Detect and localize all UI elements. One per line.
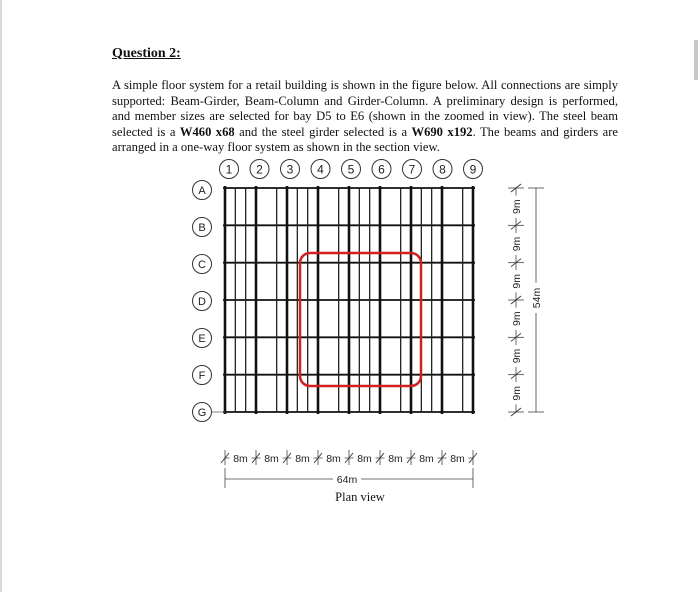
column-label: 5 — [347, 162, 355, 177]
row-label: C — [198, 259, 206, 271]
beam-size: W460 x68 — [179, 124, 235, 139]
bay-height-label: 9m — [511, 199, 523, 214]
question-heading: Question 2: — [112, 46, 181, 61]
total-width-label: 64m — [336, 474, 358, 486]
horizontal-dimensions — [221, 450, 477, 488]
bay-height-label: 9m — [511, 274, 523, 289]
bay-width-label: 8m — [264, 453, 279, 465]
question-text-part-2: and the steel girder selected is a — [234, 124, 412, 139]
bay-width-label: 8m — [295, 453, 310, 465]
framing-grid — [211, 186, 475, 414]
row-label: G — [197, 407, 207, 419]
bay-height-label: 9m — [511, 311, 523, 326]
bay-width-label: 8m — [450, 453, 465, 465]
column-label: 3 — [286, 162, 294, 177]
row-grid-labels — [193, 181, 212, 422]
column-label: 6 — [378, 162, 385, 177]
bay-width-label: 8m — [357, 453, 372, 465]
bay-width-label: 8m — [326, 453, 341, 465]
column-label: 9 — [469, 162, 477, 177]
bay-height-label: 9m — [511, 386, 523, 401]
bay-width-label: 8m — [419, 453, 434, 465]
column-label: 4 — [317, 162, 324, 177]
bay-width-label: 8m — [388, 453, 403, 465]
total-height-label: 54m — [531, 287, 543, 309]
question-text-part-3: . The beams and girders are arranged in a one-way floor system as shown in the section view. — [112, 124, 619, 154]
column-label: 1 — [225, 162, 233, 177]
row-label: E — [198, 333, 206, 345]
row-label: D — [198, 296, 206, 308]
column-label: 8 — [439, 162, 446, 177]
bay-height-label: 9m — [511, 236, 523, 252]
figure-caption: Plan view — [335, 490, 385, 504]
question-text-part-1: A simple floor system for a retail building is shown in the figure below. All connections are simply supported: Beam-Girder, Beam-Column and Girder-Column. A preliminary design is performed, and member sizes are selected for bay D5 to E6 (shown in the zoomed in view). The steel beam selected is a — [112, 78, 618, 139]
girder-size: W690 x192 — [411, 124, 473, 139]
bay-width-label: 8m — [233, 453, 248, 465]
column-label: 2 — [256, 162, 263, 177]
column-label: 7 — [408, 162, 416, 177]
column-grid-labels — [220, 160, 483, 179]
row-label: F — [198, 370, 206, 382]
bay-height-label: 9m — [511, 348, 523, 364]
row-label: A — [198, 185, 206, 197]
vertical-dimensions — [508, 184, 544, 416]
row-label: B — [198, 222, 206, 234]
